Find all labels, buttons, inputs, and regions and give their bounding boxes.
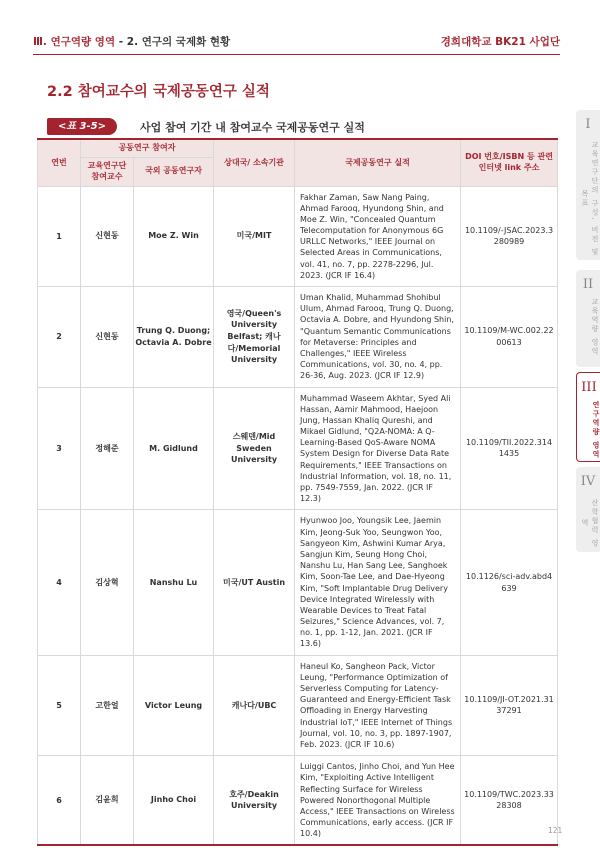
row-intl-researcher: Trung Q. Duong; Octavia A. Dobre [134, 287, 214, 388]
row-faculty: 김상혁 [81, 510, 134, 655]
col-header-joint: 공동연구 참여자 [81, 139, 214, 157]
row-faculty: 신현동 [81, 287, 134, 388]
row-country: 스웨덴/Mid Sweden University [214, 387, 295, 510]
row-doi: 10.1126/sci-adv.abd4639 [461, 510, 558, 655]
row-no: 5 [38, 655, 81, 756]
row-intl-researcher: Moe Z. Win [134, 186, 214, 287]
page-header [33, 30, 560, 56]
row-doi: 10.1109/JI-OT.2021.3137291 [461, 655, 558, 756]
row-intl-researcher: Victor Leung [134, 655, 214, 756]
row-country: 영국/Queen's University Belfast; 캐나다/Memorial University [214, 287, 295, 388]
row-no: 4 [38, 510, 81, 655]
chapter-tab-number: I [585, 117, 591, 132]
table-caption: 사업 참여 기간 내 참여교수 국제공동연구 실적 [140, 121, 365, 134]
col-header-paper: 국제공동연구 실적 [295, 139, 461, 186]
table-row [38, 510, 558, 655]
chapter-tab-label: 연구역량 영역 [592, 401, 600, 460]
chapter-tab-number: II [582, 277, 594, 292]
header-subsection: - 2. 연구의 국제화 현황 [115, 36, 231, 48]
chapter-tab-4[interactable] [576, 467, 600, 552]
chapter-tab-2[interactable] [576, 270, 600, 367]
table-number-badge: <표 3-5> [47, 118, 117, 135]
row-paper: Luiggi Cantos, Jinho Choi, and Yun Hee Kim, "Exploiting Active Intelligent Reflecting Surface for Wireless Powered Nonorthogonal Multiple Access," IEEE Transactions on Wireless Communications, early access. (JCR IF 10.4) [295, 756, 461, 846]
row-country: 캐나다/UBC [214, 655, 295, 756]
page-number: 121 [548, 826, 563, 835]
row-doi: 10.1109/TII.2022.3141435 [461, 387, 558, 510]
section-title: 2.2 참여교수의 국제공동연구 실적 [47, 84, 270, 100]
col-header-doi: DOI 번호/ISBN 등 관련 인터넷 link 주소 [461, 139, 558, 186]
row-paper: Fakhar Zaman, Saw Nang Paing, Ahmad Farooq, Hyundong Shin, and Moe Z. Win, "Concealed Quantum Telecomputation for Anonymous 6G URLLC Networks," IEEE Journal on Selected Areas in Communications, vol. 41, no. 7, pp. 2278-2296, Jul. 2023. (JCR IF 16.4) [295, 186, 461, 287]
row-no: 1 [38, 186, 81, 287]
row-faculty: 신현동 [81, 186, 134, 287]
row-doi: 10.1109/TWC.2023.3328308 [461, 756, 558, 846]
chapter-tab-label: 교육역량 영역 [591, 298, 599, 357]
row-paper: Haneul Ko, Sangheon Pack, Victor Leung, "Performance Optimization of Serverless Computing for Latency-Guaranteed and Energy-Efficient Task Offloading in Energy Harvesting Industrial IoT," IEEE Internet of Things Journal, vol. 10, no. 3, pp. 1897-1907, Feb. 2023. (JCR IF 10.6) [295, 655, 461, 756]
research-table [37, 138, 558, 846]
row-doi: 10.1109/M-WC.002.2200613 [461, 287, 558, 388]
table-row [38, 655, 558, 756]
row-paper: Muhammad Waseem Akhtar, Syed Ali Hassan, Aamir Mahmood, Haejoon Jung, Hassan Khaliq Qureshi, and Mikael Gidlund, "Q2A-NOMA: A Q-Learning-Based QoS-Aware NOMA System Design for Diverse Data Rate Requirements," IEEE Transactions on Industrial Information, vol. 18, no. 11, pp. 7549-7559, Jan. 2022. (JCR IF 12.3) [295, 387, 461, 510]
row-no: 2 [38, 287, 81, 388]
row-country: 미국/UT Austin [214, 510, 295, 655]
table-row [38, 186, 558, 287]
header-section: Ⅲ. 연구역량 영역 [33, 36, 116, 48]
row-country: 미국/MIT [214, 186, 295, 287]
row-faculty: 정해준 [81, 387, 134, 510]
chapter-tab-3[interactable] [576, 372, 600, 462]
row-intl-researcher: Nanshu Lu [134, 510, 214, 655]
header-organization: 경희대학교 BK21 사업단 [440, 36, 560, 48]
col-header-faculty: 교육연구단 참여교수 [81, 157, 134, 186]
chapter-tab-number: III [581, 380, 597, 395]
row-no: 6 [38, 756, 81, 846]
row-faculty: 고한얼 [81, 655, 134, 756]
row-intl-researcher: Jinho Choi [134, 756, 214, 846]
row-country: 호주/Deakin University [214, 756, 295, 846]
row-no: 3 [38, 387, 81, 510]
table-row [38, 387, 558, 510]
header-breadcrumb [33, 34, 230, 49]
chapter-tab-number: IV [580, 474, 596, 489]
row-paper: Hyunwoo Joo, Youngsik Lee, Jaemin Kim, Jeong-Suk Yoo, Seungwon Yoo, Sangyeon Kim, Ashwini Kumar Arya, Sangjun Kim, Seung Hong Choi, Nanshu Lu, Han Sang Lee, Sanghoek Kim, Soon-Tae Lee, and Dae-Hyeong Kim, "Soft Implantable Drug Delivery Device Integrated Wirelessly with Wearable Devices to Treat Fatal Seizures," Science Advances, vol. 7, no. 1, pp. 1-12, Jan. 2021. (JCR IF 13.6) [295, 510, 461, 655]
table-row [38, 756, 558, 846]
col-header-no: 연번 [38, 139, 81, 186]
chapter-tab-1[interactable] [576, 110, 600, 260]
header-divider [33, 54, 560, 55]
row-doi: 10.1109/-JSAC.2023.3280989 [461, 186, 558, 287]
row-faculty: 김윤희 [81, 756, 134, 846]
chapter-tab-label: 산학협력 영역 [581, 498, 599, 549]
chapter-tab-label: 교육연구단의 구성, 비전 및 목표 [581, 141, 599, 257]
row-intl-researcher: M. Gidlund [134, 387, 214, 510]
row-paper: Uman Khalid, Muhammad Shohibul Ulum, Ahmad Farooq, Trung Q. Duong, Octavia A. Dobre, and Hyundong Shin, "Quantum Semantic Communications for Metaverse: Principles and Challenges," IEEE Wireless Communications, vol. 30, no. 4, pp. 26-36, Aug. 2023. (JCR IF 12.9) [295, 287, 461, 388]
col-header-country: 상대국/ 소속기관 [214, 139, 295, 186]
table-row [38, 287, 558, 388]
col-header-intl: 국외 공동연구자 [134, 157, 214, 186]
